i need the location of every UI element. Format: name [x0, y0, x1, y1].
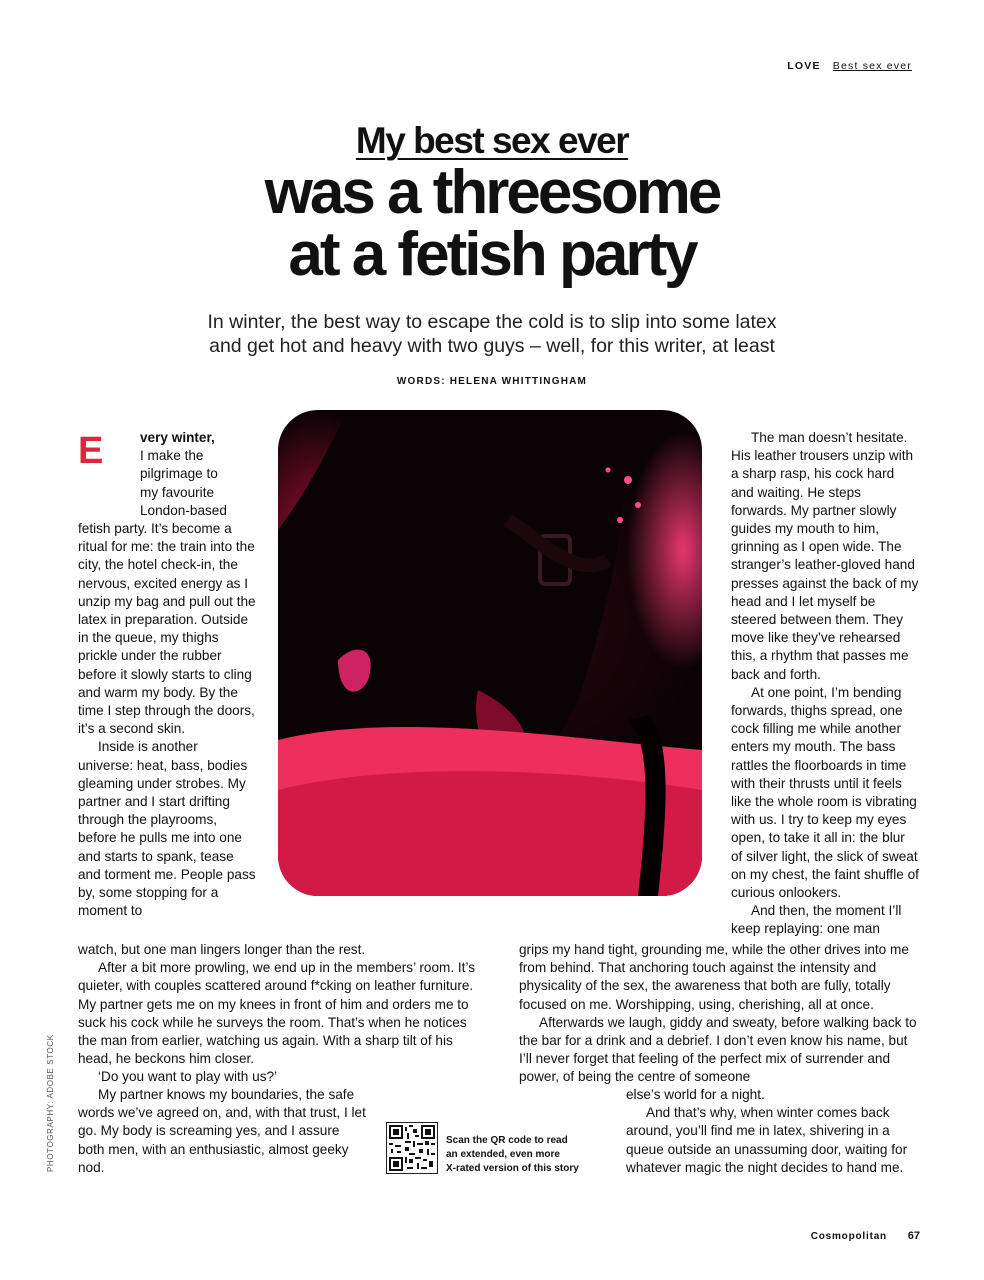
running-head [787, 60, 912, 72]
paragraph: At one point, I’m bending forwards, thighs spread, one cock filling me while another enters my mouth. The bass rattles the floorboards in time with their thrusts until it feels like the whole room is vibrating with us. I try to keep my eyes open, to take it all in: the blur of silver light, the slick of sweat on my chest, the faint shuffle of curious onlookers. [731, 684, 919, 901]
body-text-right [731, 429, 919, 939]
headline [0, 158, 984, 289]
paragraph: Inside is another universe: heat, bass, bodies gleaming under strobes. My partner and I start drifting through the playrooms, before he pulls me into one and starts to spank, tease and torment me. People pass by, some stopping for a moment to [78, 739, 256, 919]
section-label: LOVE [787, 60, 821, 72]
paragraph: watch, but one man lingers longer than the rest. [78, 942, 366, 957]
body-text-right-wide [519, 941, 919, 1087]
paragraph: The man doesn’t hesitate. His leather trousers unzip with a sharp rasp, his cock hard and waiting. He steps forwards. My partner slowly guides my mouth to him, grinning as I open wide. The stranger’s leather-gloved hand presses against the back of my head and I let myself be steered between them. They move like they’ve rehearsed this, a rhythm that passes me back and forth. [731, 430, 919, 682]
hero-photo [278, 410, 702, 896]
byline: WORDS: HELENA WHITTINGHAM [396, 376, 588, 387]
paragraph: fetish party. It’s become a ritual for me: the train into the city, the hotel check-in, the nervous, excited energy as I unzip my bag and pull out the latex in preparation. Outside in the queue, my thighs prickle under the rubber before it slowly starts to cling and warm my body. By the time I step through the doors, it’s a second skin. [78, 521, 256, 737]
paragraph: else’s world for a night. [626, 1087, 765, 1102]
folio [811, 1230, 920, 1242]
body-text-left [78, 520, 256, 920]
photo-credit: PHOTOGRAPHY: ADOBE STOCK [46, 1034, 55, 1172]
headline-line-2: at a fetish party [288, 220, 696, 289]
paragraph: ‘Do you want to play with us?’ [98, 1069, 278, 1085]
qr-caption-line-3: X-rated version of this story [446, 1163, 579, 1174]
paragraph: And that’s why, when winter comes back around, you’ll find me in latex, shivering in a queue outside an unassuming door, waiting for whatever magic the night decides to hand me. [626, 1105, 908, 1175]
standfirst-line-1: In winter, the best way to escape the cold is to slip into some latex [207, 311, 777, 333]
qr-code-graphic [389, 1125, 435, 1171]
qr-caption-line-2: an extended, even more [446, 1149, 560, 1160]
standfirst-line-2: and get hot and heavy with two guys – well, for this writer, at least [209, 335, 775, 357]
standfirst [0, 310, 984, 358]
paragraph: Afterwards we laugh, giddy and sweaty, before walking back to the bar for a drink and a debrief. I don’t even know his name, but I’ll never forget that feeling of the perfect mix of surrender and power, of being the centre of someone [519, 1014, 917, 1085]
latex-figure-illustration [278, 410, 702, 896]
text-line: I make the [140, 448, 204, 464]
page-number: 67 [907, 1230, 920, 1242]
body-text-right-bottom [626, 1086, 919, 1177]
text-line: London-based [140, 502, 227, 518]
qr-caption-line-1: Scan the QR code to read [446, 1135, 568, 1146]
qr-caption [446, 1134, 606, 1176]
paragraph: My partner knows my boundaries, the safe words we’ve agreed on, and, with that trust, I let go. My body is screaming yes, and I assure both men, with an enthusiastic, almost geeky nod. [78, 1087, 366, 1175]
headline-line-1: was a threesome [264, 158, 720, 227]
body-text-left-wide [78, 941, 478, 1087]
qr-code-icon[interactable] [386, 1122, 438, 1174]
body-text-left-top [140, 429, 260, 520]
drop-cap: E [78, 430, 104, 472]
paragraph: grips my hand tight, grounding me, while the other drives into me from behind. That anchoring touch against the intensity and physicality of the sex, the awareness that both are fully, totally focused on me. Worshipping, using, cherishing, all at once. [519, 942, 909, 1012]
text-line: my favourite [140, 484, 215, 500]
kicker-title: My best sex ever [355, 120, 629, 161]
subsection-link[interactable]: Best sex ever [832, 60, 912, 72]
paragraph: After a bit more prowling, we end up in the members’ room. It’s quieter, with couples scattered around f*cking on leather furniture. My partner gets me on my knees in front of him and orders me to suck his cock while he surveys the room. That’s when he notices the man from earlier, watching us again. With a sharp tilt of his head, he beckons him closer. [78, 960, 476, 1067]
body-text-left-bottom [78, 1086, 368, 1177]
text-line: pilgrimage to [140, 466, 218, 482]
magazine-name: Cosmopolitan [810, 1231, 887, 1242]
lead-in: very winter, [140, 430, 215, 445]
paragraph: And then, the moment I’ll keep replaying: one man [731, 903, 902, 937]
